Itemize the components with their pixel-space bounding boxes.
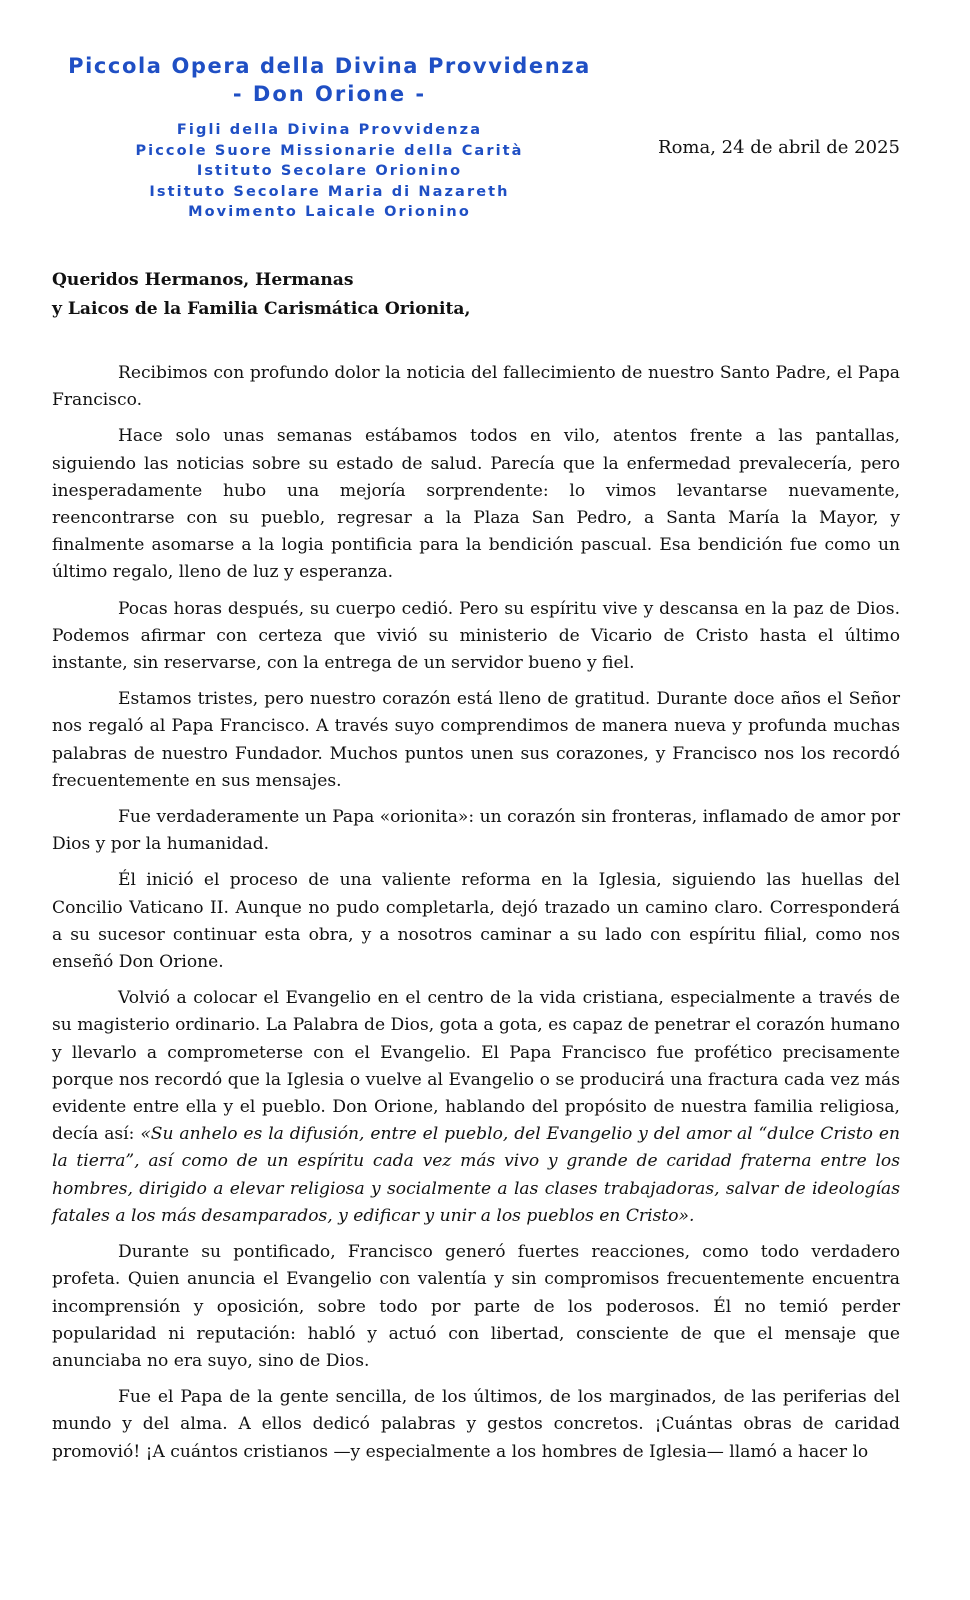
letter-body	[52, 266, 900, 1475]
branch-line: Istituto Secolare Orionino	[196, 163, 463, 180]
paragraph-text: Volvió a colocar el Evangelio en el centro de la vida cristiana, especialmente a través de su magisterio ordinario. La Palabra de Dios, gota a gota, es capaz de penetrar el corazón humano y llevarlo a comprometerse con el Evangelio. El Papa Francisco fue profético precisamente porque nos recordó que la Iglesia o vuelve al Evangelio o se producirá una fractura cada vez más evidente entre ella y el pueblo. Don Orione, hablando del propósito de nuestra familia religiosa, decía así:	[52, 988, 900, 1145]
paragraph-with-quote	[52, 985, 900, 1230]
salutation-line: y Laicos de la Familia Carismática Orionita,	[52, 299, 471, 319]
paragraph: Él inició el proceso de una valiente reforma en la Iglesia, siguiendo las huellas del Concilio Vaticano II. Aunque no pudo completarla, dejó trazado un camino claro. Corresponderá a su sucesor continuar esta obra, y a nosotros caminar a su lado con espíritu filial, como nos enseñó Don Orione.	[52, 870, 900, 973]
branch-line: Figli della Divina Provvidenza	[176, 122, 483, 138]
letter-date: Roma, 24 de abril de 2025	[658, 137, 900, 158]
paragraph: Estamos tristes, pero nuestro corazón está lleno de gratitud. Durante doce años el Señor nos regaló al Papa Francisco. A través suyo comprendimos de manera nueva y profunda muchas palabras de nuestro Fundador. Muchos puntos unen sus corazones, y Francisco nos los recordó frecuentemente en sus mensajes.	[52, 689, 900, 791]
letterhead	[52, 52, 607, 223]
paragraph: Fue verdaderamente un Papa «orionita»: un corazón sin fronteras, inflamado de amor por Dios y por la humanidad.	[52, 807, 900, 855]
salutation	[52, 266, 900, 324]
letterhead-branches	[52, 120, 607, 223]
paragraph: Fue el Papa de la gente sencilla, de los últimos, de los marginados, de las periferias del mundo y del alma. A ellos dedicó palabras y gestos concretos. ¡Cuántas obras de caridad promovió! ¡A cuántos cristianos —y especialmente a los hombres de Iglesia— llamó a hacer lo	[52, 1387, 900, 1462]
branch-line: Istituto Secolare Maria di Nazareth	[149, 183, 510, 200]
letterhead-subtitle: - Don Orione -	[232, 82, 427, 106]
paragraph: Pocas horas después, su cuerpo cedió. Pero su espíritu vive y descansa en la paz de Dios. Podemos afirmar con certeza que vivió su ministerio de Vicario de Cristo hasta el último instante, sin reservarse, con la entrega de un servidor bueno y fiel.	[52, 598, 900, 674]
paragraph: Hace solo unas semanas estábamos todos en vilo, atentos frente a las pantallas, siguiendo las noticias sobre su estado de salud. Parecía que la enfermedad prevalecería, pero inesperadamente hubo una mejoría sorprendente: lo vimos levantarse nuevamente, reencontrarse con su pueblo, regresar a la Plaza San Pedro, a Santa María la Mayor, y finalmente asomarse a la logia pontificia para la bendición pascual. Esa bendición fue como un último regalo, lleno de luz y esperanza.	[52, 426, 900, 583]
letterhead-title: Piccola Opera della Divina Provvidenza	[68, 54, 591, 78]
founder-quote: «Su anhelo es la difusión, entre el pueblo, del Evangelio y del amor al “dulce Cristo en la tierra”, así como de un espíritu cada vez más vivo y grande de caridad fraterna entre los hombres, dirigido a elevar religiosa y socialmente a las clases trabajadoras, salvar de ideologías fatales a los más desamparados, y edificar y unir a los pueblos en Cristo».	[52, 1124, 900, 1226]
branch-line: Movimento Laicale Orionino	[188, 204, 471, 221]
salutation-line: Queridos Hermanos, Hermanas	[52, 270, 354, 290]
branch-line: Piccole Suore Missionarie della Carità	[135, 142, 524, 159]
paragraph: Recibimos con profundo dolor la noticia del fallecimiento de nuestro Santo Padre, el Papa Francisco.	[52, 363, 900, 411]
paragraph: Durante su pontificado, Francisco generó fuertes reacciones, como todo verdadero profeta. Quien anuncia el Evangelio con valentía y sin compromisos frecuentemente encuentra incomprensión y oposición, sobre todo por parte de los poderosos. Él no temió perder popularidad ni reputación: habló y actuó con libertad, consciente de que el mensaje que anunciaba no era suyo, sino de Dios.	[52, 1242, 900, 1371]
